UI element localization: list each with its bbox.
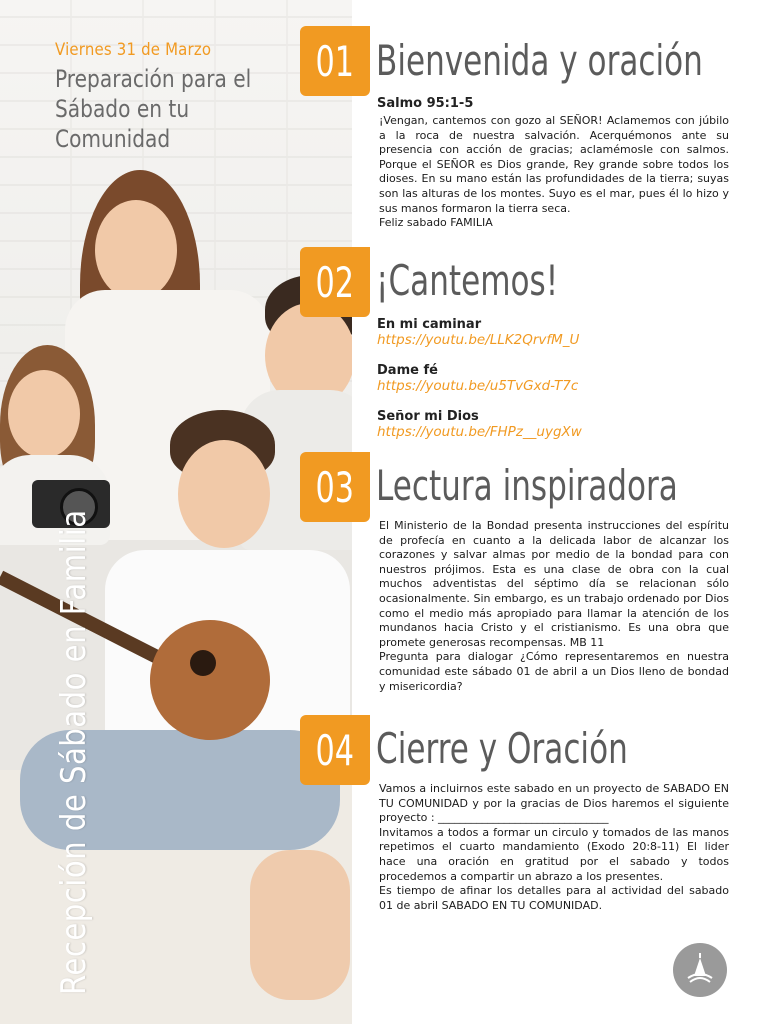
song-item: [377, 363, 578, 394]
discussion-question: Pregunta para dialogar ¿Cómo representaremos en nuestra comunidad este sábado 01 de abril a un Dios lleno de bondad y misericordia?: [379, 650, 729, 693]
header-title-line2: Sábado en tu Comunidad: [55, 95, 190, 153]
closing-text-block: [379, 782, 729, 913]
vertical-title: Recepción de Sábado en Familia: [54, 509, 94, 995]
song-item: [377, 409, 582, 440]
section-title-03: Lectura inspiradora: [376, 461, 678, 510]
header-title: [55, 64, 307, 154]
reading-text: El Ministerio de la Bondad presenta instrucciones del espíritu de profecía en cuanto a la delicada labor de alcanzar los corazones y salvar almas por medio de la bondad para con nuestros prójimos. Esta es una clase de obra con la cual muchos adventistas del séptimo día se relacionan sólo ocasionalmente. Sin embargo, es un trabajo ordenado por Dios como el medio más apropiado para llamar la atención de los mundanos hacia Cristo y el cristianismo. Es una obra que promete generosas recompensas. MB 11 Pregunta para dialogar ¿Cómo representaremos en nuestra comunidad este sábado 01 de abril a un Dios lleno de bondad y misericordia?: [379, 519, 729, 693]
song-item: [377, 317, 579, 348]
adventist-logo-icon: [680, 950, 720, 990]
section-number-03: 03: [300, 452, 370, 522]
closing-text: Feliz sabado FAMILIA: [379, 216, 493, 230]
song-link[interactable]: https://youtu.be/u5TvGxd-T7c: [377, 378, 579, 394]
adventist-logo-icon: [673, 943, 727, 997]
song-link[interactable]: https://youtu.be/LLK2QrvfM_U: [377, 332, 580, 348]
song-name: En mi caminar: [377, 317, 482, 332]
section-title-04: Cierre y Oración: [376, 724, 628, 773]
project-text: Vamos a incluirnos este sabado en un proyecto de SABADO EN TU COMUNIDAD y por la gracias de Dios haremos el siguiente proyecto : _______________________________: [379, 782, 729, 825]
section-number-01: 01: [300, 26, 370, 96]
section-title-01: Bienvenida y oración: [376, 36, 703, 85]
section-number-02: 02: [300, 247, 370, 317]
song-name: Dame fé: [377, 363, 438, 378]
song-link[interactable]: https://youtu.be/FHPz__uygXw: [377, 424, 582, 440]
ukulele: [0, 560, 300, 750]
header-title-line1: Preparación para el: [55, 65, 252, 93]
prayer-text: Invitamos a todos a formar un circulo y tomados de las manos repetimos el cuarto mandamiento (Exodo 20:8-11) El lider hace una oración en gratitud por el sabado y todos procedemos a compartir un abrazo a los presentes.: [379, 825, 729, 883]
header-date: Viernes 31 de Marzo: [55, 40, 212, 60]
section-title-02: ¡Cantemos!: [376, 256, 559, 305]
final-text: Es tiempo de afinar los detalles para al actividad del sabado 01 de abril SABADO EN TU COMUNIDAD.: [379, 884, 729, 912]
section-number-04: 04: [300, 715, 370, 785]
psalm-text: ¡Vengan, cantemos con gozo al SEÑOR! Aclamemos con júbilo a la roca de nuestra salvación. Acerquémonos ante su presencia con acción de gracias; aclamémosle con salmos. Porque el SEÑOR es Dios grande, Rey grande sobre todos los dioses. En su mano están las profundidades de la tierra; suyas son las alturas de los montes. Suyo es el mar, pues él lo hizo y sus manos formaron la tierra seca. Feliz sabado FAMILIA: [379, 114, 729, 230]
psalm-reference: Salmo 95:1-5: [377, 96, 474, 111]
song-name: Señor mi Dios: [377, 409, 479, 424]
